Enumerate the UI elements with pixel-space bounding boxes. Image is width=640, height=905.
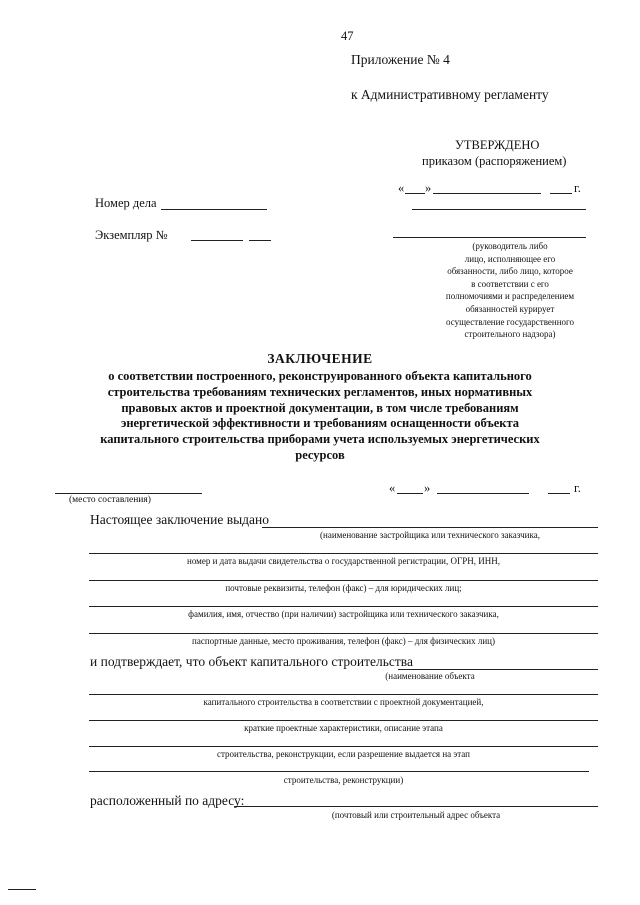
copy-number-label: Экземпляр № — [95, 228, 168, 242]
object-field-3[interactable] — [89, 720, 598, 721]
address-field[interactable] — [234, 806, 598, 807]
signatory-note-line: обязанности, либо лицо, которое — [447, 266, 573, 277]
appendix-number: Приложение № 4 — [351, 52, 450, 67]
signatory-note-line: (руководитель либо — [472, 241, 548, 251]
signatory-note-line: полномочиями и распределением — [445, 291, 575, 302]
case-number-field[interactable] — [161, 209, 267, 210]
signatory-note-line: лицо, исполняющее его — [464, 253, 556, 264]
date-month-field[interactable] — [437, 493, 529, 494]
copy-number-field-tail — [249, 240, 271, 241]
date-close-quote: » — [424, 481, 431, 495]
object-caption: строительства, реконструкции, если разрешение выдается на этап — [217, 749, 470, 759]
issued-to-caption: фамилия, имя, отчество (при наличии) застройщика или технического заказчика, — [188, 609, 499, 619]
place-field[interactable] — [55, 493, 202, 494]
address-label: расположенный по адресу: — [90, 793, 245, 808]
date-year-field[interactable] — [548, 493, 570, 494]
date-year-suffix: г. — [574, 481, 581, 495]
object-label: и подтверждает, что объект капитального строительства — [90, 654, 413, 669]
issued-to-field-2[interactable] — [89, 553, 598, 554]
address-caption: (почтовый или строительный адрес объекта — [331, 810, 501, 820]
date-open-quote: « — [389, 481, 396, 495]
conclusion-line: ресурсов — [295, 447, 345, 462]
object-field-2[interactable] — [89, 694, 598, 695]
issued-to-field-3[interactable] — [89, 580, 598, 581]
object-field-4[interactable] — [89, 746, 598, 747]
conclusion-line: о соответствии построенного, реконструированного объекта капитального — [108, 369, 532, 383]
issued-to-label: Настоящее заключение выдано — [90, 512, 269, 527]
signatory-note-line: в соответствии с его — [471, 278, 549, 289]
issued-to-field-1[interactable] — [262, 527, 598, 528]
appendix-regulation: к Административному регламенту — [351, 87, 549, 102]
conclusion-subtitle — [0, 369, 640, 464]
conclusion-line: капитального строительства приборами учета используемых энергетических — [100, 432, 540, 447]
place-caption: (место составления) — [69, 495, 151, 505]
issued-to-caption: почтовые реквизиты, телефон (факс) – для юридических лиц; — [225, 583, 462, 593]
approval-position-line — [412, 209, 586, 210]
object-caption: строительства, реконструкции) — [283, 775, 404, 785]
issued-to-caption: (наименование застройщика или технического заказчика, — [320, 530, 540, 540]
approval-subtitle: приказом (распоряжением) — [422, 154, 567, 168]
approval-month-line — [433, 193, 541, 194]
conclusion-line: энергетической эффективности и требованиям оснащенности объекта — [120, 416, 520, 431]
scan-mark — [8, 889, 36, 890]
approval-title: УТВЕРЖДЕНО — [455, 138, 540, 152]
signatory-note-line: строительного надзора) — [464, 329, 556, 340]
conclusion-line: правовых актов и проектной документации, в том числе требованиям — [121, 400, 519, 415]
issued-to-caption: паспортные данные, место проживания, телефон (факс) – для физических лиц) — [192, 636, 495, 646]
signatory-note-line: осуществление государственного — [446, 316, 574, 327]
page-number: 47 — [341, 29, 354, 43]
case-number-label: Номер дела — [95, 196, 157, 210]
conclusion-line: строительства требованиям технических регламентов, иных нормативных — [107, 384, 533, 399]
approval-date-close-quote: » — [425, 181, 432, 195]
conclusion-title: ЗАКЛЮЧЕНИЕ — [267, 351, 373, 366]
approval-day-line — [405, 193, 425, 194]
issued-to-field-5[interactable] — [89, 633, 598, 634]
approval-signature-line — [393, 237, 586, 238]
object-caption: капитального строительства в соответствии с проектной документацией, — [203, 697, 484, 707]
approval-signatory-note — [420, 240, 600, 341]
object-caption: (наименование объекта — [385, 671, 475, 681]
approval-year-suffix: г. — [574, 181, 581, 195]
approval-date-open-quote: « — [398, 181, 405, 195]
copy-number-field[interactable] — [191, 240, 243, 241]
object-field-1[interactable] — [398, 669, 598, 670]
issued-to-field-4[interactable] — [89, 606, 598, 607]
signatory-note-line: обязанностей курирует — [465, 303, 555, 314]
issued-to-caption: номер и дата выдачи свидетельства о государственной регистрации, ОГРН, ИНН, — [187, 556, 500, 566]
approval-year-line — [550, 193, 572, 194]
object-field-5[interactable] — [89, 771, 589, 772]
date-day-field[interactable] — [397, 493, 423, 494]
object-caption: краткие проектные характеристики, описание этапа — [244, 723, 443, 733]
